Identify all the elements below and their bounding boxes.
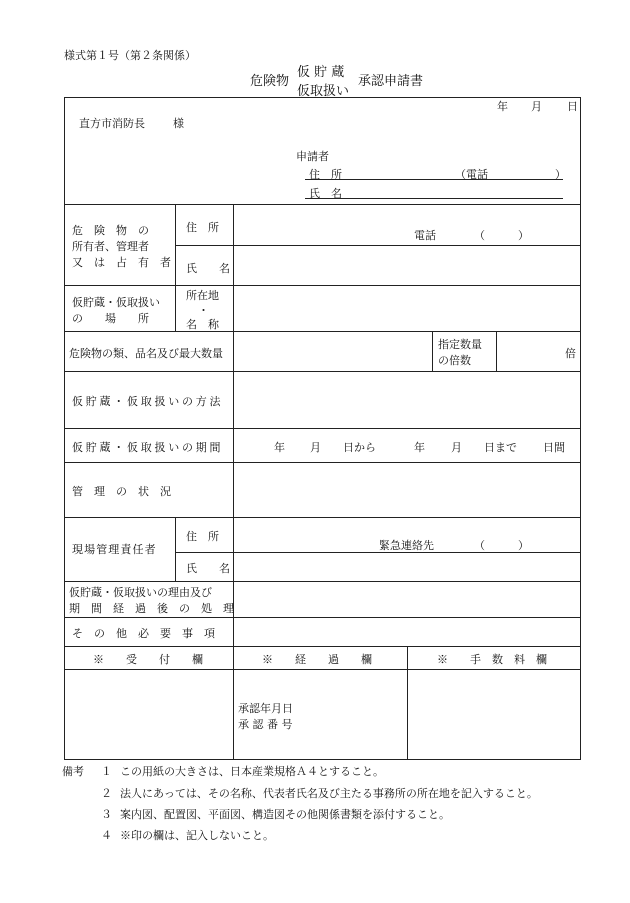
manager-contact-paren: （ ） xyxy=(474,539,529,552)
divider xyxy=(175,204,176,331)
applicant-label: 申請者 xyxy=(296,150,329,163)
multiplier-label-1: 指定数量 xyxy=(438,338,482,351)
method-label: 仮貯蔵・仮取扱いの方法 xyxy=(72,395,224,408)
form-number: 様式第１号（第２条関係） xyxy=(64,49,196,62)
divider xyxy=(175,245,581,246)
manager-contact-label: 緊急連絡先 xyxy=(379,539,434,552)
period-year-1: 年 xyxy=(274,441,285,454)
owner-phone-label: 電話 xyxy=(414,229,436,242)
note-number: ４ xyxy=(101,829,112,842)
approval-number-label: 承 認 番 号 xyxy=(238,718,293,731)
divider xyxy=(64,581,581,582)
multiplier-label-2: の倍数 xyxy=(438,354,471,367)
manager-label: 現場管理責任者 xyxy=(72,543,157,556)
period-month-1: 月 xyxy=(310,441,321,454)
reason-label-2: 期 間 経 過 後 の 処 理 xyxy=(69,602,234,615)
divider xyxy=(496,331,497,371)
location-label-1: 仮貯蔵・仮取扱い xyxy=(72,296,160,309)
fee-column-header: ※ 手 数 料 欄 xyxy=(437,653,547,666)
applicant-name-label: 氏 名 xyxy=(309,187,342,200)
note-number: ２ xyxy=(101,787,112,800)
approval-date-label: 承認年月日 xyxy=(238,702,293,715)
divider xyxy=(175,517,176,581)
note-number: １ xyxy=(101,765,112,778)
location-sub-2: 名 称 xyxy=(186,318,219,331)
owner-label-3: 又 は 占 有 者 xyxy=(72,256,171,269)
hazmat-label: 危険物の類、品名及び最大数量 xyxy=(69,347,223,360)
manager-name-label: 氏 名 xyxy=(186,562,230,575)
location-sub-dot: ・ xyxy=(198,304,209,317)
applicant-phone-label: （電話 xyxy=(455,168,488,181)
owner-phone-paren: （ ） xyxy=(474,229,529,242)
divider xyxy=(64,331,581,332)
divider xyxy=(64,462,581,463)
date-day: 日 xyxy=(567,100,578,113)
progress-column-header: ※ 経 過 欄 xyxy=(262,653,372,666)
reason-label-1: 仮貯蔵・仮取扱いの理由及び xyxy=(69,586,212,599)
note-text: この用紙の大きさは、日本産業規格Ａ４とすること。 xyxy=(120,765,384,778)
status-label: 管 理 の 状 況 xyxy=(72,485,171,498)
title-bottom: 仮取扱い xyxy=(297,84,350,99)
divider xyxy=(64,371,581,372)
divider xyxy=(64,617,581,618)
date-month: 月 xyxy=(531,100,542,113)
title-prefix: 危険物 xyxy=(250,74,290,89)
period-days: 日間 xyxy=(543,441,565,454)
divider xyxy=(432,331,433,371)
title-top: 仮 貯 蔵 xyxy=(297,65,345,80)
divider xyxy=(64,285,581,286)
addressee-honorific: 様 xyxy=(173,117,184,130)
owner-label-1: 危 険 物 の xyxy=(72,224,149,237)
divider xyxy=(407,646,408,760)
divider xyxy=(64,517,581,518)
location-label-2: の 場 所 xyxy=(72,312,149,325)
divider xyxy=(64,669,581,670)
owner-name-label: 氏 名 xyxy=(186,262,230,275)
applicant-address-label: 住 所 xyxy=(309,168,342,181)
reception-column-header: ※ 受 付 欄 xyxy=(93,653,203,666)
period-day-1: 日から xyxy=(343,441,376,454)
other-label: そ の 他 必 要 事 項 xyxy=(72,627,215,640)
location-sub-1: 所在地 xyxy=(186,289,219,302)
note-number: ３ xyxy=(101,808,112,821)
multiplier-unit: 倍 xyxy=(565,347,576,360)
addressee-name: 直方市消防長 xyxy=(79,117,145,130)
period-day-2: 日まで xyxy=(484,441,517,454)
applicant-address-line[interactable] xyxy=(305,179,563,180)
divider xyxy=(64,204,581,205)
divider xyxy=(233,204,234,760)
owner-address-label: 住 所 xyxy=(186,221,219,234)
note-text: 案内図、配置図、平面図、構造図その他関係書類を添付すること。 xyxy=(120,808,450,821)
applicant-name-line[interactable] xyxy=(305,198,563,199)
note-text: ※印の欄は、記入しないこと。 xyxy=(120,829,274,842)
period-month-2: 月 xyxy=(451,441,462,454)
applicant-phone-close: ） xyxy=(555,168,566,181)
date-year: 年 xyxy=(497,100,508,113)
divider xyxy=(64,428,581,429)
period-label: 仮貯蔵・仮取扱いの期間 xyxy=(72,441,224,454)
manager-address-label: 住 所 xyxy=(186,530,219,543)
owner-label-2: 所有者、管理者 xyxy=(72,240,149,253)
notes-label: 備考 xyxy=(62,765,84,778)
title-suffix: 承認申請書 xyxy=(358,74,424,89)
note-text: 法人にあっては、その名称、代表者氏名及び主たる事務所の所在地を記入すること。 xyxy=(120,787,538,800)
period-year-2: 年 xyxy=(414,441,425,454)
divider xyxy=(64,646,581,647)
